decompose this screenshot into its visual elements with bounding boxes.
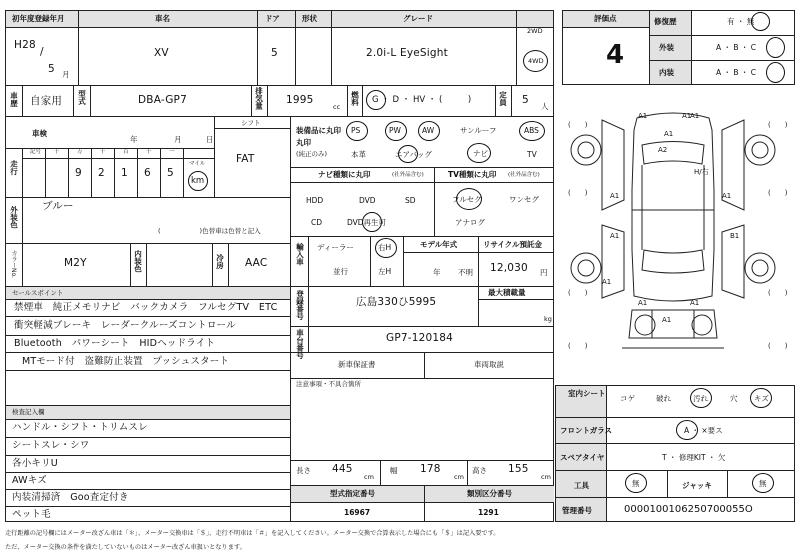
width-value: 178 xyxy=(420,463,441,475)
diagram-mark-10: A1 xyxy=(662,316,672,324)
wheel-front-left-icon xyxy=(571,135,601,165)
exterior-color-label: 外装色 xyxy=(9,206,19,229)
mileage-unit-label: 万 xyxy=(77,149,83,155)
color-no-label: カラーNo. xyxy=(10,250,17,278)
capacity-label: 定員 xyxy=(498,91,508,106)
sales-point-3: Bluetooth パワーシート HIDヘッドライト xyxy=(14,338,216,349)
registration-value: 広島330ひ5995 xyxy=(356,296,437,308)
diagram-bracket-6: ( ) xyxy=(768,289,788,297)
mileage-cell-divider xyxy=(91,148,92,197)
first-reg-month: 5 xyxy=(48,63,55,75)
interior-color-label: 内装色 xyxy=(133,250,143,273)
diagram-mark-9: A1 xyxy=(690,299,700,307)
mileage-cell-divider xyxy=(160,148,161,197)
shift-value: FAT xyxy=(236,153,255,165)
equip-tv: TV xyxy=(527,150,537,159)
diagram-mark-12: A1 xyxy=(682,112,692,120)
repair-options: 有 ・ 無 xyxy=(727,17,755,26)
max-load-unit: kg xyxy=(544,315,552,323)
import-parallel: 並行 xyxy=(333,267,348,276)
shape-header: 形状 xyxy=(302,14,317,23)
diagram-bracket-4: ( ) xyxy=(768,189,788,197)
spare-label: スペアタイヤ xyxy=(560,453,605,462)
displacement-value: 1995 xyxy=(286,94,314,106)
capacity-unit: 人 xyxy=(541,102,549,111)
car-name: XV xyxy=(154,47,169,59)
mileage-cell-divider xyxy=(114,148,115,197)
first-reg-month-unit: 月 xyxy=(62,70,70,79)
tv-analog: アナログ xyxy=(455,218,485,227)
inspection-day: 日 xyxy=(206,135,214,144)
nav-dvd: DVD xyxy=(359,196,376,205)
diagram-mark-2: A1 xyxy=(690,112,700,120)
class-header: 類別区分番号 xyxy=(467,489,512,498)
inspection-note-6: ペット毛 xyxy=(12,509,51,520)
tv-header: TV種類に丸印 xyxy=(448,170,497,179)
height-unit: cm xyxy=(541,473,551,481)
mileage-cell-divider xyxy=(45,148,46,197)
sales-point-2: 衝突軽減ブレーキ レーダークルーズコントロール xyxy=(14,320,236,331)
inspection-year: 年 xyxy=(130,135,138,144)
wheel-front-right-icon xyxy=(745,135,775,165)
wheel-rear-left-icon xyxy=(571,253,601,283)
first-reg-slash: / xyxy=(40,46,44,58)
footer-note-1: 走行距離の記号欄にはメーター改ざん車は「＊」、メーター交換車は「＄」、走行不明車は「＃」を記入してください。メーター交換で合算表示した場合にも「＄」は記入要です。 xyxy=(5,530,500,537)
usage-label: 車歴 xyxy=(9,92,19,107)
tools-label: 工具 xyxy=(574,481,589,490)
chassis-label: 車台番号 xyxy=(295,329,305,359)
windshield-label: フロントガラス xyxy=(560,426,613,435)
import-right-hand: 右H xyxy=(378,243,392,252)
first-reg-header: 初年度登録年月 xyxy=(12,14,65,23)
footer-note-2: ただ、メーター交換の条件を満たしていないものはメーター改ざん車扱いとなります。 xyxy=(5,544,246,551)
import-left-hand: 左H xyxy=(378,267,392,276)
color-note: ( )色替車は色替と記入 xyxy=(158,227,261,235)
sales-point-1: 禁煙車 純正メモリナビ バックカメラ フルセグTV ETC xyxy=(14,302,278,313)
chassis-value: GP7-120184 xyxy=(386,332,454,344)
mileage-cell-divider xyxy=(68,148,69,197)
seat-option-tear: 破れ xyxy=(656,394,671,403)
equip-sunroof: サンルーフ xyxy=(460,126,497,135)
equipment-header-2: 丸印 xyxy=(296,138,311,147)
mileage-unit-mile: マイル xyxy=(189,161,206,167)
mileage-digit: 6 xyxy=(144,167,151,179)
grade-value: 2.0i-L EyeSight xyxy=(366,47,448,59)
equip-pw: PW xyxy=(389,126,401,135)
interior-c-circle xyxy=(766,62,785,83)
import-dealer: ディーラー xyxy=(317,243,354,252)
seat-label: 室内シート xyxy=(568,389,606,398)
type-designation-header: 型式指定番号 xyxy=(330,489,375,498)
displacement-unit: cc xyxy=(333,103,341,111)
equip-ps: PS xyxy=(351,126,361,135)
diagram-mark-7: B1 xyxy=(730,232,740,240)
sales-point-4: MTモード付 盗難防止装置 プッシュスタート xyxy=(22,356,230,367)
equipment-header: 装備品に丸印 xyxy=(296,126,341,135)
diagram-mark-11: A1 xyxy=(602,278,612,286)
tv-sub: (社外品含む) xyxy=(508,172,540,178)
fuel-options: G ・ D ・ HV ・ ( ) xyxy=(372,95,472,105)
ac-value: AAC xyxy=(245,257,268,269)
equip-navi: ナビ xyxy=(473,149,488,158)
model-value: DBA-GP7 xyxy=(138,94,187,106)
diagram-side-note: H/右 xyxy=(694,168,709,176)
car-damage-diagram xyxy=(562,100,795,380)
seat-option-scratch: キズ xyxy=(754,394,769,403)
length-label: 長さ xyxy=(296,466,311,475)
equip-aw: AW xyxy=(422,126,435,135)
seat-option-dirt: 汚れ xyxy=(693,394,708,403)
exterior-c-circle xyxy=(766,37,785,58)
score-value: 4 xyxy=(606,40,625,70)
notes-header: 注意事項・不具合箇所 xyxy=(296,380,361,388)
length-unit: cm xyxy=(364,473,374,481)
diagram-bracket-1: ( ) xyxy=(568,121,588,129)
model-label: 型式 xyxy=(77,90,87,105)
new-warranty: 新車保証書 xyxy=(338,360,376,369)
interior-label: 内装 xyxy=(659,68,674,77)
exterior-color-value: ブルー xyxy=(42,200,74,212)
shift-header: シフト xyxy=(241,119,261,127)
inspection-label: 車検 xyxy=(32,129,47,138)
diagram-bracket-5: ( ) xyxy=(568,289,588,297)
usage-value: 自家用 xyxy=(30,95,63,107)
inspection-month: 月 xyxy=(174,135,182,144)
nav-cd: CD xyxy=(311,218,323,227)
height-value: 155 xyxy=(508,463,529,475)
mileage-cell-divider xyxy=(183,148,184,197)
equip-airbag: エアバッグ xyxy=(395,150,432,159)
equipment-sub: (純正のみ) xyxy=(296,150,328,158)
color-no-value: M2Y xyxy=(64,257,87,269)
diagram-bracket-2: ( ) xyxy=(768,121,788,129)
mileage-unit-label: 記号 xyxy=(30,149,42,155)
inspection-notes-header-bg xyxy=(6,406,290,419)
capacity-value: 5 xyxy=(522,94,529,106)
ac-label: 冷房 xyxy=(215,254,225,269)
mileage-unit-label: 百 xyxy=(123,149,129,155)
exterior-options: A ・ B ・ C xyxy=(716,43,757,52)
equip-leather: 本革 xyxy=(351,150,366,159)
length-value: 445 xyxy=(332,463,353,475)
interior-options: A ・ B ・ C xyxy=(716,68,757,77)
control-number: 0000100106250700055O xyxy=(624,504,753,515)
wheel-rear-right-icon xyxy=(745,253,775,283)
diagram-bracket-7: ( ) xyxy=(568,342,588,350)
seat-option-hole: 穴 xyxy=(730,394,738,403)
nav-dvd-play: DVD再生可 xyxy=(347,218,387,227)
tv-fullseg: フルセグ xyxy=(452,195,482,204)
equip-abs: ABS xyxy=(524,126,539,135)
inspection-notes-header: 検査記入欄 xyxy=(12,408,45,416)
fuel-label: 燃料 xyxy=(350,91,360,106)
diagram-mark-4: A1 xyxy=(610,192,620,200)
mileage-unit-label: 十 xyxy=(54,149,60,155)
nav-sub: (社外品含む) xyxy=(392,172,424,178)
jack-label: ジャッキ xyxy=(682,481,712,490)
registration-label: 登録番号 xyxy=(295,290,305,320)
mileage-digit: 9 xyxy=(75,167,82,179)
width-label: 幅 xyxy=(390,466,398,475)
nav-header: ナビ種類に丸印 xyxy=(318,170,371,179)
drive-2wd: 2WD xyxy=(527,27,543,35)
inspection-note-4: AWキズ xyxy=(12,475,47,486)
mileage-digit: 5 xyxy=(167,167,174,179)
jack-value: 無 xyxy=(759,479,767,488)
diagram-mark-13: A1 xyxy=(664,130,674,138)
exterior-label: 外装 xyxy=(659,43,674,52)
type-designation-value: 16967 xyxy=(344,508,371,517)
seat-option-burn: コゲ xyxy=(620,394,635,403)
recycle-header: リサイクル預託金 xyxy=(483,240,542,249)
diagram-mark-5: A1 xyxy=(722,192,732,200)
inspection-note-1: ハンドル・シフト・トリムスレ xyxy=(12,422,148,433)
inspection-note-3: 各小キリU xyxy=(12,458,58,469)
class-value: 1291 xyxy=(478,508,499,517)
model-year-header: モデル年式 xyxy=(420,240,458,249)
mileage-digit: 1 xyxy=(121,167,128,179)
diagram-mark-6: A1 xyxy=(610,232,620,240)
inspection-note-5: 内装清掃済 Goo査定付き xyxy=(12,492,129,503)
tv-oneseg: ワンセグ xyxy=(509,195,539,204)
drive-4wd: 4WD xyxy=(528,57,544,65)
diagram-mark-8: A1 xyxy=(638,299,648,307)
mileage-unit-km: km xyxy=(191,176,205,186)
diagram-bracket-3: ( ) xyxy=(568,189,588,197)
door-header: ドア xyxy=(265,14,280,23)
mileage-unit-label: 一 xyxy=(169,149,175,155)
first-reg-era: H28 xyxy=(14,39,36,51)
score-header: 評価点 xyxy=(594,14,617,23)
recycle-value: 12,030 xyxy=(490,262,528,274)
vehicle-manual: 車両取説 xyxy=(474,360,504,369)
control-label: 管理番号 xyxy=(562,506,592,515)
mileage-unit-label: 十 xyxy=(146,149,152,155)
sales-points-header: セールスポイント xyxy=(12,289,64,297)
diagram-bracket-8: ( ) xyxy=(768,342,788,350)
width-unit: cm xyxy=(454,473,464,481)
height-label: 高さ xyxy=(472,466,487,475)
inspection-note-2: シートスレ・シワ xyxy=(12,440,90,451)
model-year-value: 不明 xyxy=(458,268,473,277)
diagram-mark-3: A2 xyxy=(658,146,668,154)
door-count: 5 xyxy=(271,47,278,59)
nav-hdd: HDD xyxy=(306,196,324,205)
model-year-year: 年 xyxy=(433,268,441,277)
diagram-mark-1: A1 xyxy=(638,112,648,120)
car-name-header: 車名 xyxy=(155,14,170,23)
nav-sd: SD xyxy=(405,196,416,205)
mileage-unit-label: 千 xyxy=(100,149,106,155)
mileage-cell-divider xyxy=(137,148,138,197)
import-label: 輸入車 xyxy=(295,243,305,266)
displacement-label: 排気量 xyxy=(254,87,264,110)
mileage-label: 走行 xyxy=(9,160,19,175)
tools-value: 無 xyxy=(632,479,640,488)
repair-label: 修復歴 xyxy=(654,17,677,26)
grade-header: グレード xyxy=(403,14,433,23)
windshield-options: A ・ ×要ス xyxy=(684,426,723,435)
recycle-unit: 円 xyxy=(540,268,548,277)
mileage-digit: 2 xyxy=(98,167,105,179)
max-load-header: 最大積載量 xyxy=(488,288,526,297)
spare-options: T ・ 修理KIT ・ 欠 xyxy=(662,453,726,462)
